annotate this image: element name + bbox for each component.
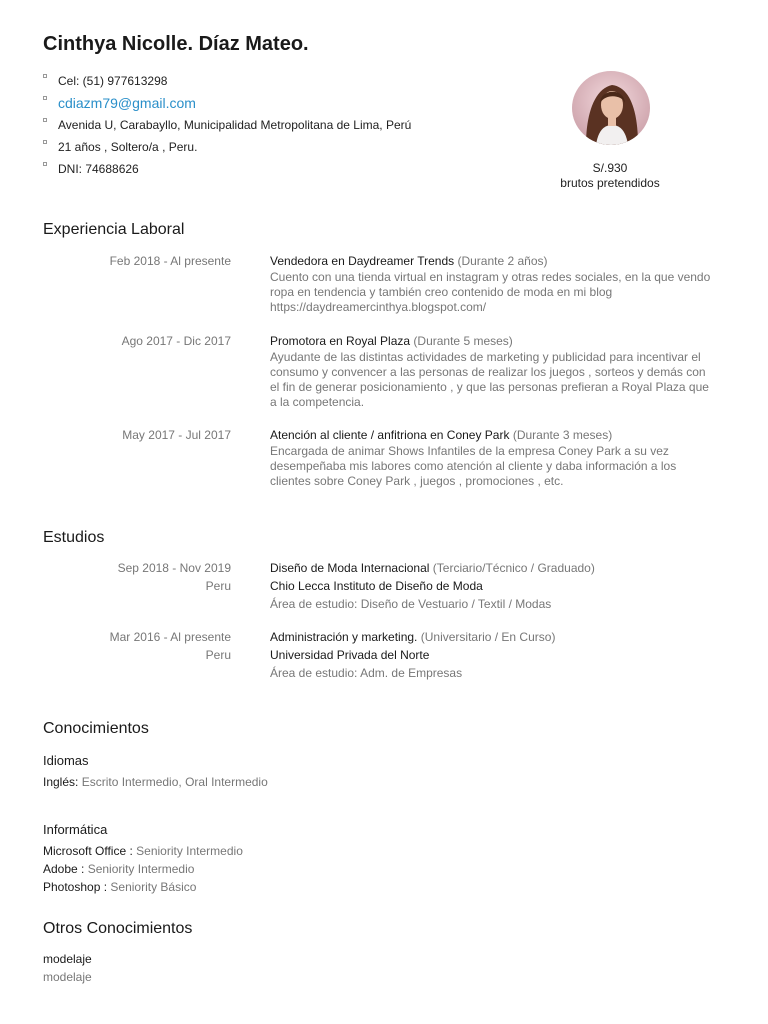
salary-amount: S/.930 xyxy=(592,161,628,175)
experience-duration: (Durante 3 meses) xyxy=(512,428,613,442)
study-level: (Terciario/Técnico / Graduado) xyxy=(432,561,595,575)
other-item-value: modelaje xyxy=(43,970,92,984)
bullet-icon xyxy=(43,162,47,166)
phone-text: Cel: (51) 977613298 xyxy=(58,74,168,88)
profile-photo xyxy=(572,71,650,145)
knowledge-heading: Conocimientos xyxy=(43,720,149,737)
experience-role: Vendedora en Daydreamer Trends (Durante 2 años) xyxy=(270,254,548,268)
experience-heading: Experiencia Laboral xyxy=(43,221,185,238)
salary-label: brutos pretendidos xyxy=(560,176,660,190)
candidate-name: Cinthya Nicolle. Díaz Mateo. xyxy=(43,33,309,55)
it-heading: Informática xyxy=(43,822,108,837)
languages-heading: Idiomas xyxy=(43,753,89,768)
study-level: (Universitario / En Curso) xyxy=(420,630,556,644)
dni-text: DNI: 74688626 xyxy=(58,162,139,176)
study-degree: Administración y marketing. (Universitario / En Curso) xyxy=(270,630,556,644)
experience-duration: (Durante 5 meses) xyxy=(413,334,513,348)
other-heading: Otros Conocimientos xyxy=(43,920,193,937)
it-item: Photoshop : Seniority Básico xyxy=(43,880,197,894)
study-date: Sep 2018 - Nov 2019 Peru xyxy=(43,559,231,595)
experience-description: Cuento con una tienda virtual en instagram y otras redes sociales, en la que vendo ropa en tendencia y también creo contenido de moda en mi blog https://daydreamercinthya.blogspot.com/ xyxy=(270,270,711,314)
other-item-title: modelaje xyxy=(43,952,92,966)
experience-duration: (Durante 2 años) xyxy=(457,254,548,268)
study-school: Universidad Privada del Norte xyxy=(270,648,430,662)
experience-date: Feb 2018 - Al presente xyxy=(109,254,231,268)
studies-heading: Estudios xyxy=(43,529,105,546)
contact-list xyxy=(43,72,523,182)
contact-phone xyxy=(43,72,523,94)
address-text: Avenida U, Carabayllo, Municipalidad Metropolitana de Lima, Perú xyxy=(58,118,412,132)
study-place: Peru xyxy=(205,579,231,593)
language-item: Inglés: Escrito Intermedio, Oral Intermedio xyxy=(43,775,268,789)
experience-role: Atención al cliente / anfitriona en Coney Park (Durante 3 meses) xyxy=(270,428,613,442)
study-degree: Diseño de Moda Internacional (Terciario/Técnico / Graduado) xyxy=(270,561,595,575)
bullet-icon xyxy=(43,74,47,78)
study-place: Peru xyxy=(205,648,231,662)
bullet-icon xyxy=(43,140,47,144)
it-item: Adobe : Seniority Intermedio xyxy=(43,862,195,876)
experience-role: Promotora en Royal Plaza (Durante 5 meses) xyxy=(270,334,513,348)
profile-photo-icon xyxy=(572,71,650,145)
study-area: Área de estudio: Adm. de Empresas xyxy=(270,666,463,680)
email-link[interactable]: cdiazm79@gmail.com xyxy=(58,95,196,111)
study-area: Área de estudio: Diseño de Vestuario / Textil / Modas xyxy=(270,597,552,611)
it-item: Microsoft Office : Seniority Intermedio xyxy=(43,844,243,858)
study-school: Chio Lecca Instituto de Diseño de Moda xyxy=(270,579,483,593)
salary-block xyxy=(540,161,680,191)
experience-description: Ayudante de las distintas actividades de marketing y publicidad para incentivar el consumo y convencer a las personas de realizar los juegos , sorteos y demás con el fin de generar posicionamiento , y que las personas prefieran a Royal Plaza que a la competencia. xyxy=(270,350,709,409)
age-text: 21 años , Soltero/a , Peru. xyxy=(58,140,198,154)
study-date: Mar 2016 - Al presente Peru xyxy=(43,628,231,664)
contact-dni xyxy=(43,160,523,182)
experience-date: Ago 2017 - Dic 2017 xyxy=(121,334,231,348)
experience-description: Encargada de animar Shows Infantiles de la empresa Coney Park a su vez desempeñaba mis labores como atención al cliente y daba información a los clientes sobre Coney Park , juegos , promociones , etc. xyxy=(270,444,677,488)
contact-email[interactable] xyxy=(43,94,523,116)
contact-age xyxy=(43,138,523,160)
experience-date: May 2017 - Jul 2017 xyxy=(122,428,231,442)
bullet-icon xyxy=(43,118,47,122)
contact-address xyxy=(43,116,523,138)
bullet-icon xyxy=(43,96,47,100)
